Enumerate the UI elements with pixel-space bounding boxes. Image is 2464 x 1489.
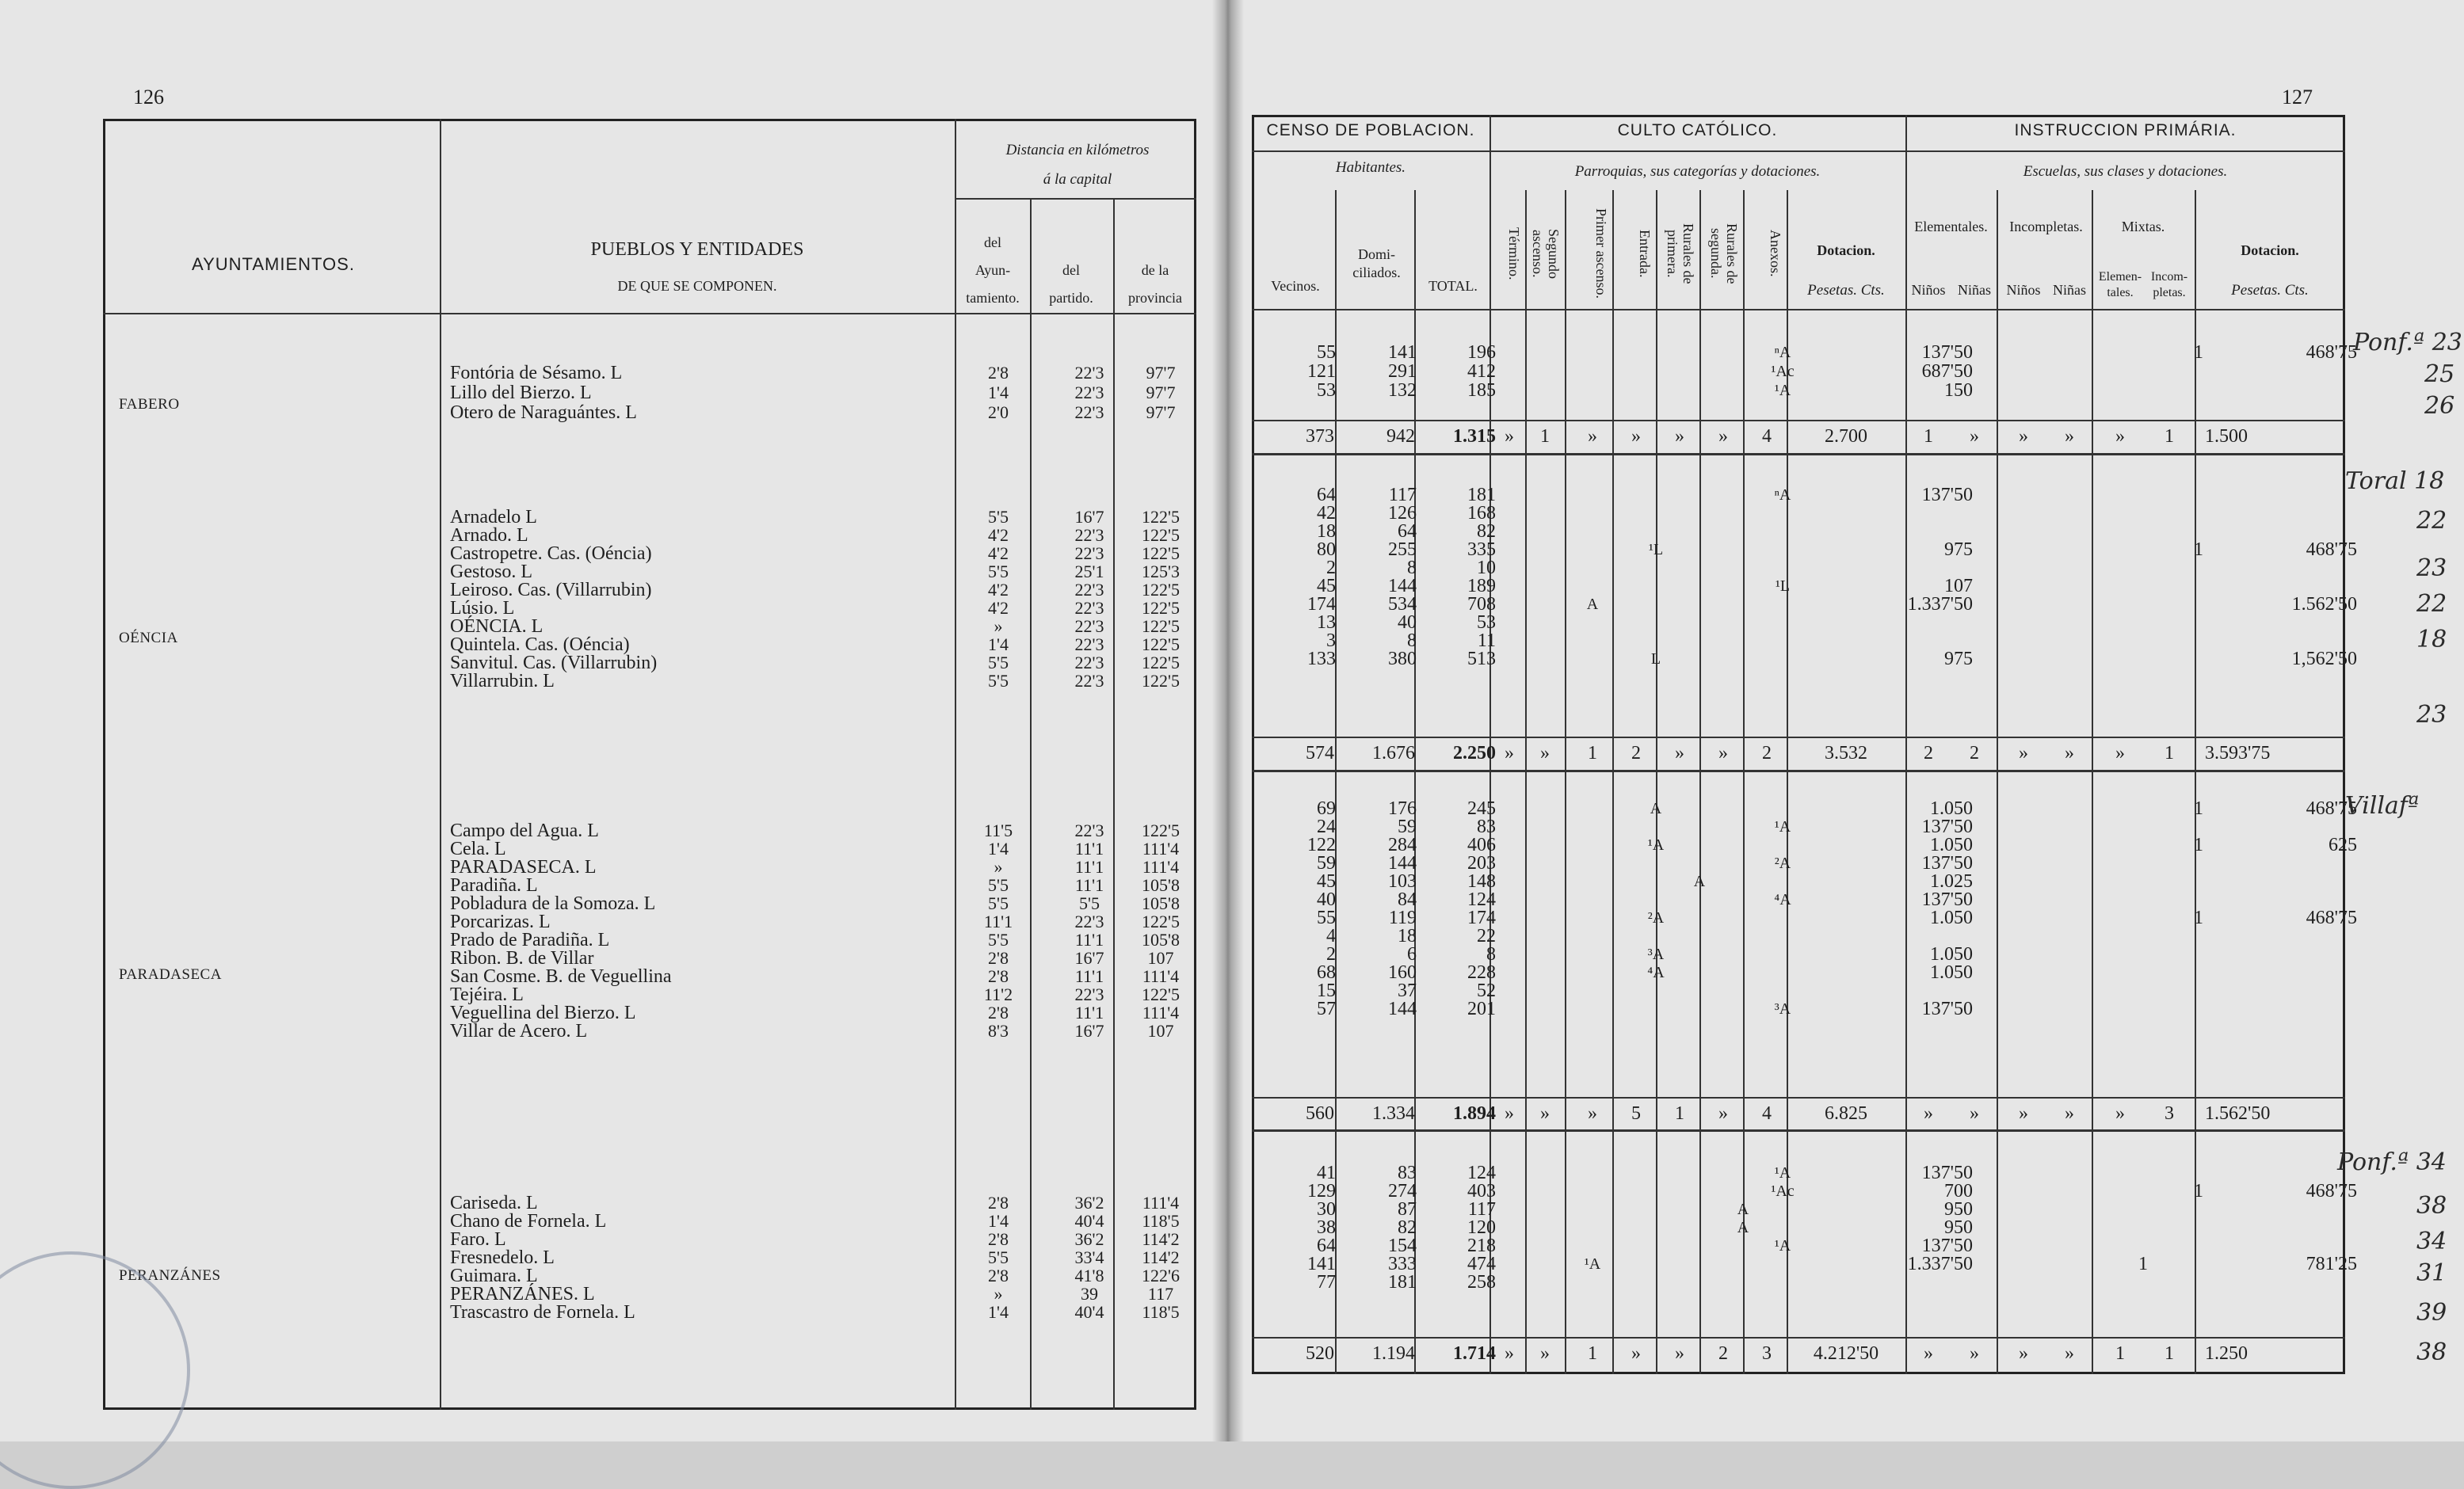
table-row: Lúsio. L 4'2 22'3 122'5 (450, 598, 1180, 619)
table-row: Chano de Fornela. L 1'4 40'4 118'5 (450, 1211, 1180, 1232)
census-row: 40 84 124 ⁴A 137'50 (1317, 889, 1973, 910)
margin-note: 23 (2416, 554, 2447, 582)
table-row: OÉNCIA. L » 22'3 122'5 (450, 616, 1180, 637)
table-row: Prado de Paradiña. L 5'5 11'1 105'8 (450, 930, 1180, 950)
margin-note: 23 (2416, 701, 2447, 729)
table-row: Paradiña. L 5'5 11'1 105'8 (450, 875, 1180, 896)
header-ninos-2: Niños (2006, 282, 2041, 298)
census-row: 55 141 196 ⁿA 137'50 1 468'75 (1317, 342, 2357, 363)
margin-note: 25 (2424, 360, 2455, 388)
header-pueblos-sub: DE QUE SE COMPONEN. (617, 278, 777, 294)
census-row: 38 82 120 A 950 (1317, 1217, 1973, 1238)
census-row: 64 117 181 ⁿA 137'50 (1317, 485, 1973, 505)
total-row: 574 1.676 2.250 » » 1 2 » » 2 3.532 2 2 » » » 1 3.593'75 (1306, 743, 2271, 764)
census-row: 57 144 201 ³A 137'50 (1317, 999, 1973, 1019)
header-escuelas: Escuelas, sus clases y dotaciones. (2023, 163, 2228, 180)
header-segundo: Segundo ascenso. (1530, 228, 1562, 279)
header-entrada: Entrada. (1637, 229, 1653, 278)
census-row: 45 144 189 ¹L 107 (1317, 576, 1973, 596)
right-section-rule (1252, 150, 2345, 152)
table-row: Sanvitul. Cas. (Villarrubin) 5'5 22'3 122'5 (450, 653, 1180, 673)
margin-note: Ponf.ª 34 (2337, 1148, 2447, 1176)
census-row: 174 534 708 A 1.337'50 1.562'50 (1307, 594, 2357, 615)
header-del-ayun: del (984, 234, 1001, 250)
header-pesetas-2: Pesetas. Cts. (2231, 282, 2309, 299)
table-row: Quintela. Cas. (Oéncia) 1'4 22'3 122'5 (450, 634, 1180, 655)
header-incompletas-mixtas: Incom-pletas. (2150, 270, 2188, 299)
header-termino: Término. (1506, 227, 1522, 280)
census-row: 15 37 52 (1317, 981, 1496, 1001)
census-row: 18 64 82 (1317, 521, 1496, 542)
book-gutter (1212, 0, 1244, 1441)
table-row: Guimara. L 2'8 41'8 122'6 (450, 1266, 1180, 1286)
census-row: 129 274 403 ¹Ac 700 1 468'75 (1307, 1181, 2357, 1201)
header-dotacion-2: Dotacion. (2241, 242, 2299, 258)
table-row: PARADASECA. L » 11'1 111'4 (450, 857, 1180, 878)
header-primer: Primer ascenso. (1593, 208, 1609, 299)
header-provincia: provincia (1128, 290, 1182, 306)
census-row: 2 6 8 ³A 1.050 (1326, 944, 1973, 965)
total-row: 373 942 1.315 » 1 » » » » 4 2.700 1 » » » » 1 1.500 (1306, 426, 2248, 447)
table-row: Castropetre. Cas. (Oéncia) 4'2 22'3 122'5 (450, 543, 1180, 564)
header-parroquias: Parroquias, sus categorías y dotaciones. (1574, 163, 1821, 180)
page-number-left: 126 (133, 86, 164, 109)
margin-note: Toral 18 (2345, 467, 2445, 495)
margin-note: 31 (2416, 1259, 2447, 1287)
header-vecinos: Vecinos. (1271, 278, 1320, 294)
table-row: PERANZÁNES. L » 39 117 (450, 1284, 1174, 1304)
header-anexos: Anexos. (1768, 230, 1783, 277)
header-tamiento: tamiento. (966, 290, 1020, 306)
census-row: 42 126 168 (1317, 503, 1496, 524)
margin-note: Villafª (2345, 792, 2420, 820)
margin-note: 22 (2416, 507, 2447, 535)
census-row: 41 83 124 ¹A 137'50 (1317, 1163, 1973, 1183)
margin-note: 39 (2416, 1299, 2447, 1327)
total-rule (1252, 1129, 2345, 1132)
table-row: Pobladura de la Somoza. L 5'5 5'5 105'8 (450, 893, 1180, 914)
header-distancia: Distancia en kilómetros (1005, 142, 1150, 158)
header-elementales: Elementales. (1914, 219, 1988, 234)
margin-note: 34 (2416, 1228, 2447, 1255)
header-ayun: Ayun- (975, 262, 1011, 278)
total-rule (1252, 420, 2345, 421)
census-row: 141 333 474 ¹A 1.337'50 1 781'25 (1307, 1254, 2357, 1274)
census-row: 2 8 10 (1326, 558, 1496, 578)
ayuntamiento-label: FABERO (119, 396, 180, 413)
margin-note: Ponf.ª 23 (2353, 329, 2462, 356)
census-row: 64 154 218 ¹A 137'50 (1317, 1236, 1973, 1256)
total-row: 520 1.194 1.714 » » 1 » » 2 3 4.212'50 » » » » 1 1 1.250 (1306, 1343, 2248, 1364)
census-row: 53 132 185 ¹A 150 (1317, 380, 1973, 401)
left-distance-rule (955, 198, 1196, 200)
page-number-right: 127 (2282, 86, 2313, 109)
header-culto: CULTO CATÓLICO. (1617, 121, 1778, 139)
header-ninas-1: Niñas (1958, 282, 1991, 298)
header-dotacion: Dotacion. (1817, 242, 1875, 258)
header-elementales-mixtas: Elemen-tales. (2098, 270, 2142, 299)
census-row: 122 284 406 ¹A 1.050 1 625 (1307, 835, 2357, 855)
table-row: Ribon. B. de Villar 2'8 16'7 107 (450, 948, 1174, 969)
table-row: Tejéira. L 11'2 22'3 122'5 (450, 984, 1180, 1005)
left-header-rule (103, 313, 1196, 314)
header-ayuntamientos: AYUNTAMIENTOS. (192, 254, 355, 274)
census-row: 68 160 228 ⁴A 1.050 (1317, 962, 1973, 983)
header-instruccion: INSTRUCCION PRIMÁRIA. (2014, 121, 2237, 139)
census-row: 3 8 11 (1326, 630, 1496, 651)
right-header-rule (1252, 309, 2345, 310)
total-rule (1252, 1337, 2345, 1339)
margin-note: 38 (2416, 1192, 2447, 1220)
margin-note: 26 (2424, 392, 2455, 420)
census-row: 4 18 22 (1326, 926, 1496, 946)
table-row: Fresnedelo. L 5'5 33'4 114'2 (450, 1247, 1180, 1268)
table-row: Villarrubin. L 5'5 22'3 122'5 (450, 671, 1180, 691)
census-row: 55 119 174 ²A 1.050 1 468'75 (1317, 908, 2357, 928)
margin-note: 22 (2416, 590, 2447, 618)
total-rule (1252, 770, 2345, 772)
header-ninos-1: Niños (1911, 282, 1946, 298)
header-pesetas: Pesetas. Cts. (1807, 282, 1885, 299)
table-row: Gestoso. L 5'5 25'1 125'3 (450, 562, 1180, 582)
census-row: 80 255 335 ¹L 975 1 468'75 (1317, 539, 2357, 560)
header-total: TOTAL. (1428, 278, 1478, 294)
census-row: 121 291 412 ¹Ac 687'50 (1307, 361, 1973, 382)
census-row: 77 181 258 (1317, 1272, 1496, 1293)
census-row: 45 103 148 A 1.025 (1317, 871, 1973, 892)
census-row: 69 176 245 A 1.050 1 468'75 (1317, 798, 2357, 819)
header-del-partido: del (1062, 262, 1080, 278)
table-row: Otero de Naraguántes. L 2'0 22'3 97'7 (450, 402, 1176, 423)
header-habitantes: Habitantes. (1335, 159, 1406, 176)
header-partido: partido. (1049, 290, 1093, 306)
census-row: 30 87 117 A 950 (1317, 1199, 1973, 1220)
table-row: Arnadelo L 5'5 16'7 122'5 (450, 507, 1180, 527)
total-rule (1252, 453, 2345, 455)
margin-note: 18 (2416, 626, 2447, 653)
table-row: Leiroso. Cas. (Villarrubin) 4'2 22'3 122'5 (450, 580, 1180, 600)
header-domiciliados: Domi-ciliados. (1352, 246, 1401, 280)
header-distancia-sub: á la capital (1043, 171, 1112, 188)
census-row: 24 59 83 ¹A 137'50 (1317, 817, 1973, 837)
table-row: San Cosme. B. de Veguellina 2'8 11'1 111'4 (450, 966, 1180, 987)
table-row: Faro. L 2'8 36'2 114'2 (450, 1229, 1180, 1250)
table-row: Cela. L 1'4 11'1 111'4 (450, 839, 1180, 859)
table-row: Trascastro de Fornela. L 1'4 40'4 118'5 (450, 1302, 1180, 1323)
header-rurales2: Rurales de segunda. (1708, 223, 1740, 284)
total-rule (1252, 737, 2345, 738)
ayuntamiento-label: PERANZÁNES (119, 1267, 221, 1284)
table-row: Fontória de Sésamo. L 2'8 22'3 97'7 (450, 363, 1176, 383)
header-de-la: de la (1141, 262, 1169, 278)
ayuntamiento-label: OÉNCIA (119, 630, 178, 646)
header-censo: CENSO DE POBLACION. (1266, 121, 1475, 139)
header-incompletas: Incompletas. (2009, 219, 2083, 234)
header-ninas-2: Niñas (2053, 282, 2086, 298)
census-row: 59 144 203 ²A 137'50 (1317, 853, 1973, 874)
census-row: 133 380 513 L 975 1,562'50 (1307, 649, 2357, 669)
table-row: Veguellina del Bierzo. L 2'8 11'1 111'4 (450, 1003, 1180, 1023)
table-row: Arnado. L 4'2 22'3 122'5 (450, 525, 1180, 546)
table-row: Villar de Acero. L 8'3 16'7 107 (450, 1021, 1174, 1042)
census-row: 13 40 53 (1317, 612, 1496, 633)
margin-note: 38 (2416, 1339, 2447, 1366)
header-rurales1: Rurales de primera. (1665, 223, 1696, 284)
table-row: Lillo del Bierzo. L 1'4 22'3 97'7 (450, 383, 1176, 403)
table-row: Cariseda. L 2'8 36'2 111'4 (450, 1193, 1180, 1213)
header-pueblos: PUEBLOS Y ENTIDADES (590, 239, 804, 260)
ayuntamiento-label: PARADASECA (119, 966, 222, 983)
total-rule (1252, 1097, 2345, 1099)
table-row: Porcarizas. L 11'1 22'3 122'5 (450, 912, 1180, 932)
total-row: 560 1.334 1.894 » » » 5 1 » 4 6.825 » » » » » 3 1.562'50 (1306, 1103, 2271, 1124)
header-mixtas: Mixtas. (2121, 219, 2165, 234)
table-row: Campo del Agua. L 11'5 22'3 122'5 (450, 821, 1180, 841)
